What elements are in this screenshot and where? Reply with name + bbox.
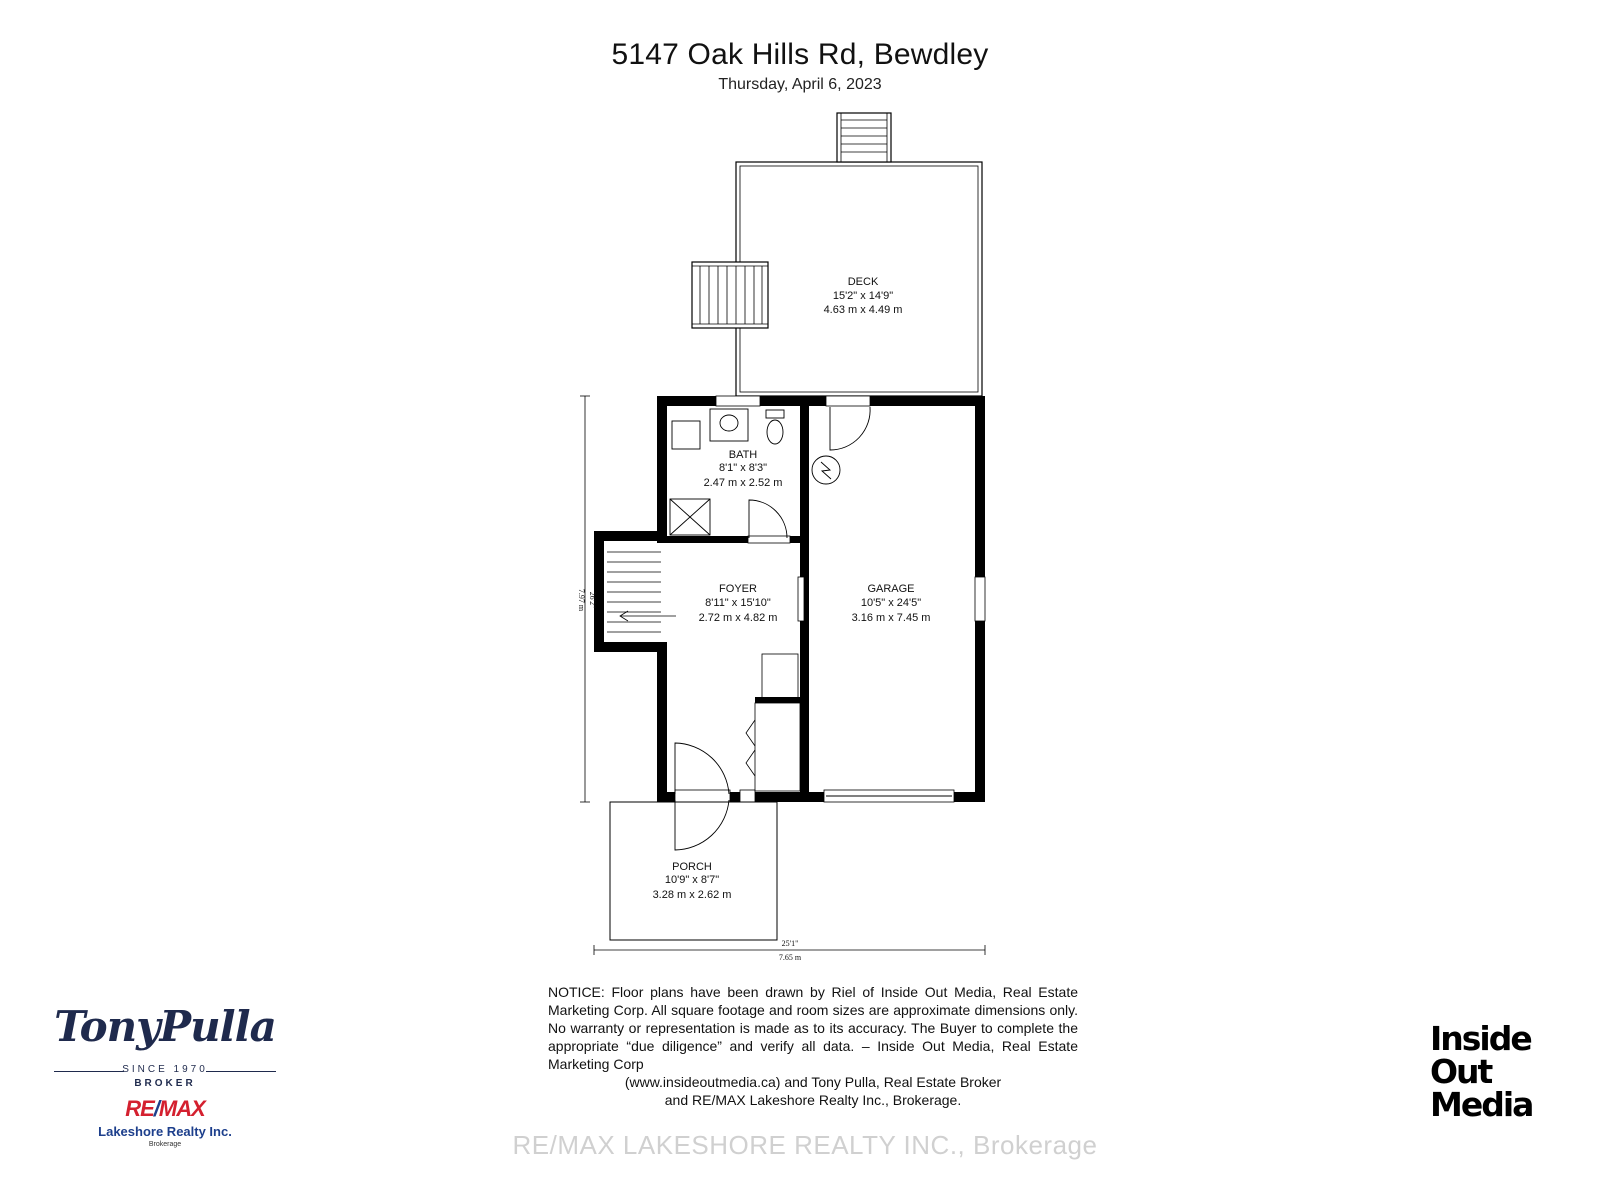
bath-metric: 2.47 m x 2.52 m [703,477,783,489]
logo-word-inside: Inside [1430,1019,1531,1058]
garage-metric: 3.16 m x 7.45 m [851,612,931,624]
garage-imperial: 10'5" x 24'5" [860,597,922,609]
room-labels [653,276,931,901]
house-walls [594,396,985,802]
remax-slash: / [153,1096,159,1121]
foyer-imperial: 8'11" x 15'10" [705,597,771,609]
porch-label: PORCH [672,861,712,873]
logo-word-media: Media [1430,1085,1533,1124]
foyer-label: FOYER [719,583,757,595]
horizontal-metric-dim: 7.65 m [778,953,802,962]
tony-pulla-remax-logo [50,1002,280,1152]
plan-title: 5147 Oak Hills Rd, Bewdley [611,38,989,71]
vertical-metric-dim: 7.97 m [577,588,586,612]
deck-metric: 4.63 m x 4.49 m [823,304,903,316]
remax-wordmark [50,1096,280,1122]
notice-tail-1: (www.insideoutmedia.ca) and Tony Pulla, Real Estate Broker [624,1074,1002,1090]
logo-since: SINCE 1970 [122,1064,208,1075]
remax-re: RE [125,1096,154,1121]
bath-label: BATH [728,449,758,461]
deck-label: DECK [847,276,879,288]
lakeshore-realty-name: Lakeshore Realty Inc. [98,1124,232,1139]
porch-imperial: 10'9" x 8'7" [664,874,720,886]
logo-broker: BROKER [134,1078,196,1089]
deck-imperial: 15'2" x 14'9" [832,290,894,302]
logo-brokerage: Brokerage [148,1141,182,1148]
notice-tail-2: and RE/MAX Lakeshore Realty Inc., Brokerage. [664,1092,962,1108]
logo-word-out: Out [1430,1052,1492,1091]
porch-metric: 3.28 m x 2.62 m [652,889,732,901]
vertical-imperial-dim: 26'2" [588,591,597,609]
foyer-metric: 2.72 m x 4.82 m [698,612,778,624]
foyer-stairs [607,544,800,791]
plan-date: Thursday, April 6, 2023 [718,76,882,93]
horizontal-imperial-dim: 25'1" [781,939,799,948]
brokerage-watermark: RE/MAX LAKESHORE REALTY INC., Brokerage [512,1130,1098,1160]
tony-pulla-signature: TonyPulla [54,1002,276,1051]
notice-body: NOTICE: Floor plans have been drawn by Riel of Inside Out Media, Real Estate Marketing Corp. All square footage and room sizes are approximate dimensions only. No warranty or representation is made as to its accuracy. The Buyer to complete the appropriate “due diligence” and verify all data. – Inside Out Media, Real Estate Marketing Corp [548,984,1078,1072]
disclaimer-notice [548,983,1078,1109]
garage-label: GARAGE [867,583,915,595]
deck-area [692,113,982,396]
dimension-lines [580,396,985,955]
remax-max: MAX [158,1096,205,1121]
bath-imperial: 8'1" x 8'3" [718,462,768,474]
inside-out-media-logo [1430,1019,1570,1124]
